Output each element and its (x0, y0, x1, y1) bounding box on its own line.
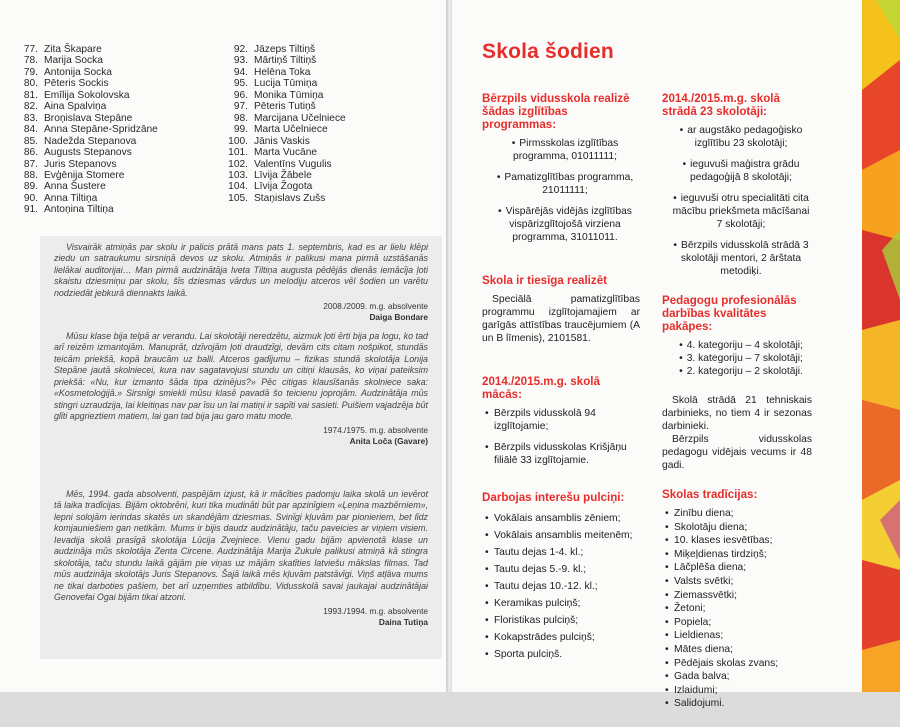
students-heading: 2014./2015.m.g. skolā mācās: (482, 375, 600, 401)
entry-name: Antoņina Tiltiņa (44, 204, 114, 216)
name-entry (216, 136, 346, 147)
entry-name: Anna Šustere (44, 181, 106, 193)
memory-signature (54, 606, 428, 628)
name-entry (6, 44, 158, 55)
list-item: • Žetoni; (662, 602, 812, 616)
qualification-list (662, 339, 812, 378)
entry-number: 97. (233, 101, 248, 113)
memory-year: 2008./2009. m.g. absolvente (323, 301, 428, 312)
list-item: • Bērzpils vidusskolas Krišjāņu filiālē 33 izglītojamie. (482, 441, 640, 467)
students-section (482, 375, 640, 467)
list-item: • Sporta pulciņš. (482, 646, 640, 663)
entry-number: 104. (228, 181, 248, 193)
list-item: • Lāčplēša diena; (662, 561, 812, 575)
memory-text: Mēs, 1994. gada absolventi, paspējām izjust, kā ir mācīties padomju laika skolā un ievērot tā laika tradīcijas. Bijām oktobrēni, kuri tika mudināti būt par apzinīgiem «Ļeņina mazbērniem», lepni solojām ierindas skatēs un skandējām dziesmas. Svinīgi kļuvām par pionieriem, bet līdz komjauniešiem gan netikām. Mums ir bijis daudz audzinātāju, taču paveicies ar viņiem visiem. Ievadija skolā prasīgā skolotāja Lūcija Zvejniece. Vienu gadu bijām apvienotā klase un audzināja mūs skolotāja Zenta Circene. Audzinātāja Marija Zukule palikusi atmiņā kā stingra skolotāja, taču stundu laikā gājām pie viņas uz mājām skatīties latviešu mākslas filmas. Tad mūs audzināja skolotājs Juris Stepanovs. Šajā laikā mēs kļuvām patstāvīgi. Viņš atļāva mums ne tikai darboties pašiem, bet arī uzņemties atbildību. Vidusskolā savai jaukajai audzinātājai Genovefai Ogai bijām tikai atzoni. (54, 489, 428, 603)
entry-number: 80. (23, 78, 38, 90)
entry-number: 102. (228, 158, 248, 170)
list-item: • 4. kategoriju – 4 skolotāji; (662, 339, 812, 352)
entry-name: Marija Socka (44, 55, 103, 67)
entry-number: 105. (228, 192, 248, 204)
name-entry (216, 78, 346, 89)
names-list-col1 (6, 44, 158, 216)
list-item: • Floristikas pulciņš; (482, 612, 640, 629)
entry-name: Zita Škapare (44, 44, 102, 55)
entry-name: Anna Tiltiņa (44, 192, 98, 204)
name-entry (216, 170, 346, 181)
right-page (452, 0, 900, 710)
list-item: • Lieldienas; (662, 629, 812, 643)
entry-number: 79. (23, 66, 38, 78)
memory-author: Daina Tutiņa (378, 616, 428, 627)
name-entry (6, 55, 158, 66)
memory-year: 1993./1994. m.g. absolvente (323, 605, 428, 616)
list-item: • 10. klases iesvētības; (662, 534, 812, 548)
entry-name: Līvija Žogota (254, 181, 313, 193)
entry-number: 90. (23, 192, 38, 204)
list-item: • Valsts svētki; (662, 575, 812, 589)
entry-number: 96. (233, 89, 248, 101)
name-entry (216, 113, 346, 124)
name-entry (6, 67, 158, 78)
list-item: • Pirmsskolas izglītības programma, 01011111; (482, 137, 640, 163)
memories-panel (40, 236, 442, 659)
entry-number: 86. (23, 147, 38, 159)
list-item: • ar augstāko pedagoģisko izglītību 23 skolotāji; (662, 124, 812, 150)
name-entry (6, 124, 158, 135)
list-item: • Zinību diena; (662, 507, 812, 521)
left-page (0, 0, 448, 692)
name-entry (6, 204, 158, 215)
entry-name: Pēteris Tutiņš (254, 101, 316, 113)
memory-author: Daiga Bondare (369, 312, 428, 323)
name-entry (6, 113, 158, 124)
entry-name: Staņislavs Zušs (254, 192, 326, 204)
list-item: • Skolotāju diena; (662, 521, 812, 535)
entry-number: 91. (23, 204, 38, 216)
memory-author: Anita Loča (Gavare) (349, 435, 428, 446)
list-item: • Tautu dejas 10.-12. kl.; (482, 578, 640, 595)
name-entry (216, 181, 346, 192)
name-entry (6, 170, 158, 181)
list-item: • Tautu dejas 1-4. kl.; (482, 544, 640, 561)
entry-number: 88. (23, 169, 38, 181)
right-to-heading: Skola ir tiesīga realizēt (482, 274, 608, 287)
programs-heading: Bērzpils vidusskola realizē šādas izglītības programmas: (482, 92, 630, 131)
list-item: • Vokālais ansamblis meitenēm; (482, 527, 640, 544)
staff-text-2: Bērzpils vidusskolas pedagogu vidējais vecums ir 48 gadi. (662, 434, 812, 471)
entry-name: Nadežda Stepanova (44, 135, 137, 147)
list-item: • Tautu dejas 5.-9. kl.; (482, 561, 640, 578)
entry-name: Juris Stepanovs (44, 158, 117, 170)
list-item: • 2. kategoriju – 2 skolotāji. (662, 365, 812, 378)
right-to-text: Speciālā pamatizglītības programmu izglītojamajiem ar garīgās attīstības traucējumiem (A un B līmenis), 2101581. (482, 294, 640, 344)
entry-number: 101. (228, 147, 248, 159)
staff-text-1: Skolā strādā 21 tehniskais darbinieks, no tiem 4 ir sezonas darbinieki. (662, 395, 812, 432)
name-entry (6, 101, 158, 112)
entry-number: 87. (23, 158, 38, 170)
memory-text: Mūsu klase bija telpā ar verandu. Lai skolotāji neredzētu, aizmuk ļoti ērti bija pa logu, ko tad arī reizēm izmantojām. Manuprāt, dzīvojām ļoti draudzīgi, devām cits citam nošpikot, stundās teicām priekšā, kopā braucām uz balli. Atceros gadījumu – fizikas stundā skolotāja Lonija Stepāne jautā skolniecei, kura nav sagatavojusi stundu un citiņi klausās, ko viņai pateiksim priekšā: «Nu, kur izmanto šāda tipa dzinējus?» Pēc citigas klausīšanās skolniece saka: «Kosmetoloģijā.» Sirsnīgi smiekli mūsu klasē pavadā šo teicienu joprojām. Audzinātāja mūs stingri uzraudzija, lai kleitiņas nav par īsu un lai matiņi ir sapīti vai sasieti. Puišiem vajadzēja būt glīti apgrieztiem matiem, lai gan tad bija jau garo matu mode. (54, 331, 428, 422)
entry-number: 98. (233, 112, 248, 124)
traditions-section (662, 488, 812, 711)
memory-text: Visvairāk atmiņās par skolu ir palicis prātā mans pats 1. septembris, kad es ar lielu klēpi ziedu un satraukumu sirsniņā devos uz skolu. Atmiņās ir palikusi mana pirmā uzstāšanās lielākai auditorijai… Man pirmā audzinātāja Iveta Tiltiņa augusta pēdējās dienās iemācīja ļoti skaistu dziesmiņu par skolu, šīs dziesmas vārdus un melodiju atceros vēl šodien un varētu nodziedāt jebkurā diennakts laikā. (54, 242, 428, 298)
memory-quote-3 (54, 489, 428, 628)
entry-name: Evģēnija Stomere (44, 169, 125, 181)
entry-number: 100. (228, 135, 248, 147)
entry-name: Augusts Stepanovs (44, 147, 132, 159)
entry-number: 94. (233, 66, 248, 78)
name-entry (6, 159, 158, 170)
entry-number: 95. (233, 78, 248, 90)
entry-number: 89. (23, 181, 38, 193)
list-item: • Salidojumi. (662, 697, 812, 711)
qualification-heading: Pedagogu profesionālās darbības kvalitātes pakāpes: (662, 294, 797, 333)
list-item: • Keramikas pulciņš; (482, 595, 640, 612)
list-item: • Kokapstrādes pulciņš; (482, 629, 640, 646)
entry-number: 82. (23, 101, 38, 113)
entry-number: 103. (228, 169, 248, 181)
entry-name: Marta Vucāne (254, 147, 318, 159)
traditions-heading: Skolas tradīcijas: (662, 488, 758, 501)
entry-name: Marta Učelniece (254, 124, 328, 136)
entry-name: Valentīns Vugulis (254, 158, 332, 170)
qualification-section (662, 294, 812, 378)
entry-number: 84. (23, 124, 38, 136)
list-item: • Vokālais ansamblis zēniem; (482, 510, 640, 527)
entry-number: 99. (233, 124, 248, 136)
name-entry (216, 124, 346, 135)
right-page-right-column (662, 92, 812, 727)
name-entry (216, 55, 346, 66)
list-item: • Ziemassvētki; (662, 589, 812, 603)
list-item: • Mātes diena; (662, 643, 812, 657)
memory-signature (54, 301, 428, 323)
entry-name: Pēteris Sockis (44, 78, 109, 90)
entry-name: Jānis Vaskis (254, 135, 310, 147)
clubs-section (482, 491, 640, 663)
entry-number: 92. (233, 44, 248, 55)
name-entry (216, 90, 346, 101)
memory-signature (54, 425, 428, 447)
students-list (482, 407, 640, 467)
entry-number: 85. (23, 135, 38, 147)
list-item: • Popiela; (662, 616, 812, 630)
list-item: • Bērzpils vidusskolā strādā 3 skolotāji mentori, 2 ārštata metodiķi. (662, 239, 812, 278)
list-item: • Pēdējais skolas zvans; (662, 657, 812, 671)
entry-name: Līvija Žābele (254, 169, 312, 181)
list-item: • Pamatizglītības programma, 21011111; (482, 171, 640, 197)
entry-name: Aina Spalviņa (44, 101, 107, 113)
list-item: • ieguvuši otru specialitāti cita mācību priekšmeta mācīšanai 7 skolotāji; (662, 192, 812, 231)
entry-number: 77. (23, 44, 38, 55)
right-page-left-column (482, 92, 640, 679)
traditions-list (662, 507, 812, 711)
entry-name: Jāzeps Tiltiņš (254, 44, 316, 55)
entry-name: Emīlija Sokolovska (44, 89, 130, 101)
name-entry (216, 159, 346, 170)
name-entry (216, 193, 346, 204)
entry-number: 78. (23, 55, 38, 67)
teachers-list (662, 124, 812, 278)
staff-section (662, 394, 812, 472)
name-entry (6, 147, 158, 158)
entry-name: Helēna Toka (254, 66, 311, 78)
list-item: • 3. kategoriju – 7 skolotāji; (662, 352, 812, 365)
list-item: • Vispārējās vidējās izglītības vispārizglītojošā virziena programma, 31011011. (482, 205, 640, 244)
decorative-stripe-icon (862, 0, 900, 692)
programs-list (482, 137, 640, 244)
programs-section (482, 92, 640, 244)
teachers-section (662, 92, 812, 278)
list-item: • Izlaidumi; (662, 684, 812, 698)
list-item: • Bērzpils vidusskolā 94 izglītojamie; (482, 407, 640, 433)
name-entry (216, 101, 346, 112)
entry-name: Lucija Tūmiņa (254, 78, 318, 90)
memory-year: 1974./1975. m.g. absolvente (323, 424, 428, 435)
teachers-heading: 2014./2015.m.g. skolā strādā 23 skolotāji: (662, 92, 780, 118)
entry-number: 81. (23, 89, 38, 101)
list-item: • ieguvuši maģistra grādu pedagoģijā 8 skolotāji; (662, 158, 812, 184)
name-entry (6, 181, 158, 192)
name-entry (6, 78, 158, 89)
name-entry (216, 147, 346, 158)
clubs-list (482, 510, 640, 663)
name-entry (216, 67, 346, 78)
entry-name: Marcijana Učelniece (254, 112, 346, 124)
memory-quote-2 (54, 331, 428, 447)
name-entry (6, 136, 158, 147)
page-title: Skola šodien (482, 40, 614, 63)
name-entry (6, 90, 158, 101)
list-item: • Gada balva; (662, 670, 812, 684)
entry-name: Antonija Socka (44, 66, 112, 78)
entry-number: 93. (233, 55, 248, 67)
name-entry (216, 44, 346, 55)
entry-number: 83. (23, 112, 38, 124)
right-to-section (482, 274, 640, 345)
names-list-col2 (216, 44, 346, 204)
name-entry (6, 193, 158, 204)
list-item: • Miķeļdienas tirdziņš; (662, 548, 812, 562)
entry-name: Anna Stepāne-Spridzāne (44, 124, 158, 136)
clubs-heading: Darbojas interešu pulciņi: (482, 491, 625, 504)
entry-name: Monika Tūmiņa (254, 89, 324, 101)
memory-quote-1 (54, 242, 428, 323)
entry-name: Mārtiņš Tiltiņš (254, 55, 317, 67)
entry-name: Broņislava Stepāne (44, 112, 133, 124)
